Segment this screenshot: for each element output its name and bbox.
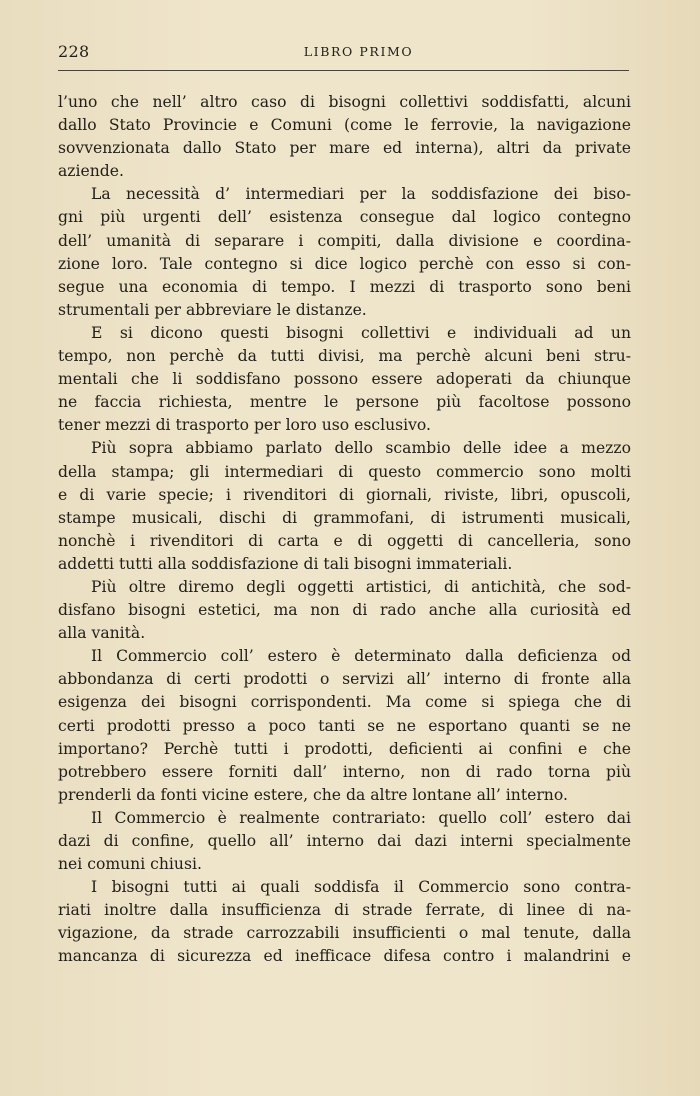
text-line: La necessità d’ intermediari per la soddisfazione dei biso- (91, 185, 631, 204)
text-line: tempo, non perchè da tutti divisi, ma perchè alcuni beni stru- (58, 347, 631, 366)
page-header (58, 42, 629, 68)
text-line: abbondanza di certi prodotti o servizi all’ interno di fronte alla (58, 670, 631, 689)
text-line: l’uno che nell’ altro caso di bisogni collettivi soddisfatti, alcuni (58, 93, 631, 111)
page-number: 228 (58, 42, 90, 61)
text-line: disfano bisogni estetici, ma non di rado anche alla curiosità ed (58, 601, 631, 620)
text-line: I bisogni tutti ai quali soddisfa il Commercio sono contra- (91, 878, 631, 897)
text-line: addetti tutti alla soddisfazione di tali bisogni immateriali. (58, 554, 513, 573)
text-line: strumentali per abbreviare le distanze. (58, 300, 367, 319)
text-line: segue una economia di tempo. I mezzi di trasporto sono beni (58, 277, 631, 296)
text-line: Più oltre diremo degli oggetti artistici, di antichità, che sod- (91, 577, 631, 596)
text-line: dell’ umanità di separare i compiti, dalla divisione e coordina- (58, 231, 631, 250)
text-line: prenderli da fonti vicine estere, che da altre lontane all’ interno. (58, 785, 568, 804)
text-line: sovvenzionata dallo Stato per mare ed interna), altri da private (58, 139, 631, 158)
text-line: certi prodotti presso a poco tanti se ne esportano quanti se ne (58, 716, 631, 735)
text-line: alla vanità. (58, 624, 146, 643)
text-line: dazi di confine, quello all’ interno dai dazi interni specialmente (58, 832, 631, 850)
text-line: nei comuni chiusi. (58, 855, 202, 874)
body-text (58, 91, 631, 969)
text-line: Il Commercio è realmente contrariato: quello coll’ estero dai (91, 808, 631, 827)
text-line: della stampa; gli intermediari di questo commercio sono molti (58, 462, 631, 481)
text-line: mancanza di sicurezza ed inefficace difesa contro i malandrini e (58, 947, 631, 966)
text-line: vigazione, da strade carrozzabili insufficienti o mal tenute, dalla (58, 924, 631, 943)
text-line: riati inoltre dalla insufficienza di strade ferrate, di linee di na- (58, 901, 631, 920)
text-line: aziende. (58, 162, 124, 181)
text-line: potrebbero essere forniti dall’ interno, non di rado torna più (58, 762, 631, 781)
text-line: importano? Perchè tutti i prodotti, deficienti ai confini e che (58, 739, 631, 758)
header-rule (58, 70, 629, 71)
text-line: Più sopra abbiamo parlato dello scambio delle idee a mezzo (91, 439, 631, 458)
text-line: zione loro. Tale contegno si dice logico perchè con esso si con- (58, 254, 631, 273)
text-line: tener mezzi di trasporto per loro uso esclusivo. (58, 416, 432, 435)
text-line: gni più urgenti dell’ esistenza consegue dal logico contegno (58, 208, 631, 227)
text-line: ne faccia richiesta, mentre le persone più facoltose possono (58, 393, 631, 412)
text-line: E si dicono questi bisogni collettivi e individuali ad un (91, 323, 631, 342)
text-line: stampe musicali, dischi di grammofani, di istrumenti musicali, (58, 508, 631, 527)
text-line: esigenza dei bisogni corrispondenti. Ma come si spiega che di (58, 693, 631, 712)
text-line: mentali che li soddisfano possono essere adoperati da chiunque (58, 370, 631, 389)
running-head: LIBRO PRIMO (303, 44, 414, 59)
text-line: dallo Stato Provincie e Comuni (come le ferrovie, la navigazione (58, 116, 631, 135)
text-line: nonchè i rivenditori di carta e di oggetti di cancelleria, sono (58, 531, 631, 550)
text-line: Il Commercio coll’ estero è determinato dalla deficienza od (91, 647, 631, 666)
text-line: e di varie specie; i rivenditori di giornali, riviste, libri, opuscoli, (58, 485, 631, 504)
